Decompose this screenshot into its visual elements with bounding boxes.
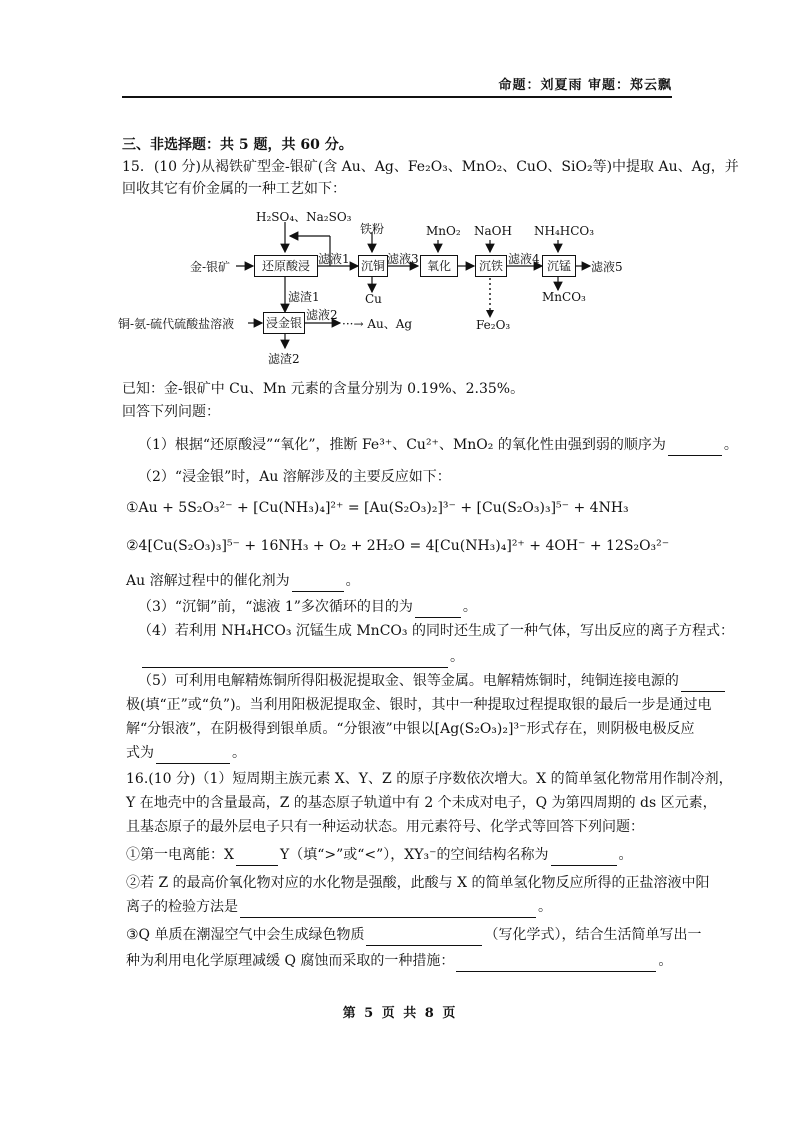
- process-flow-diagram: [118, 200, 650, 370]
- equation-1: ①Au + 5S₂O₃²⁻ + [Cu(NH₃)₄]²⁺ = [Au(S₂O₃)₂]³⁻ + [Cu(S₂O₃)₃]⁵⁻ + 4NH₃: [126, 500, 629, 516]
- label-filtrate5: 滤液5: [591, 260, 623, 274]
- q15-part5-line1-text: （5）可利用电解精炼铜所得阳极泥提取金、银等金属。电解精炼铜时，纯铜连接电源的: [138, 673, 679, 689]
- q15-part1-end: 。: [723, 437, 738, 453]
- answer-blank-16-1b[interactable]: [551, 849, 617, 866]
- answer-blank-16-1a[interactable]: [236, 849, 278, 866]
- q15-part1: [138, 434, 738, 456]
- q15-part5-line2: 极(填“正”或“负”)。当利用阳极泥提取金、银时，其中一种提取过程提取银的最后一步是通过电: [126, 697, 712, 713]
- q15-part5-line4: [126, 742, 246, 764]
- q15-catalyst: [126, 570, 360, 592]
- label-filtrate4: 滤液4: [508, 252, 540, 266]
- answer-blank-5a[interactable]: [681, 675, 725, 692]
- answer-blank-16-2[interactable]: [240, 901, 536, 918]
- q16-line2: Y 在地壳中的含量最高，Z 的基态原子轨道中有 2 个未成对电子，Q 为第四周期的 ds 区元素，: [126, 795, 717, 811]
- step-gold-silver-leach: 浸金银: [263, 312, 305, 334]
- q16-sub1-a: ①第一电离能：X: [126, 847, 234, 863]
- step-manganese-precipitation: 沉锰: [542, 255, 576, 277]
- label-cu: Cu: [365, 292, 382, 306]
- q15-part5-line1: [138, 670, 727, 692]
- q15-part4-end: 。: [450, 649, 464, 665]
- label-naoh: NaOH: [474, 224, 512, 238]
- q16-sub3-line2-text: 种为利用电化学原理减缓 Q 腐蚀而采取的一种措施：: [126, 953, 455, 969]
- q15-part2: （2）“浸金银”时，Au 溶解涉及的主要反应如下：: [138, 469, 451, 485]
- q15-part5-line3: 解“分银液”，在阴极得到银单质。“分银液”中银以[Ag(S₂O₃)₂]³⁻形式存在，则阴极电极反应: [126, 721, 695, 737]
- answer-blank-4[interactable]: [142, 651, 448, 668]
- step-iron-precipitation: 沉铁: [475, 255, 507, 277]
- q15-part3-text: （3）“沉铜”前，“滤液 1”多次循环的目的为: [138, 599, 413, 615]
- answer-blank-1[interactable]: [668, 439, 722, 456]
- page-footer: 第 5 页 共 8 页: [342, 1006, 458, 1021]
- label-leach-solution: 铜-氨-硫代硫酸盐溶液: [118, 317, 235, 331]
- label-filtrate3: 滤液3: [387, 252, 419, 266]
- q16-sub1-b: Y（填“>”或“<”），XY₃⁻的空间结构名称为: [279, 847, 549, 863]
- label-nh4hco3: NH₄HCO₃: [534, 224, 595, 238]
- q16-sub2-line1: ②若 Z 的最高价氧化物对应的水化物是强酸，此酸与 X 的简单氢化物反应所得的正盐溶液中阳: [126, 875, 710, 891]
- q15-part5-end: 。: [232, 745, 246, 761]
- label-residue1: 滤渣1: [288, 290, 320, 304]
- q16-sub2-line2-text: 离子的检验方法是: [126, 899, 238, 915]
- header-credits: 命题：刘夏雨 审题：郑云飘: [498, 78, 672, 93]
- label-ore: 金-银矿: [190, 260, 231, 274]
- answer-blank-16-3b[interactable]: [456, 955, 656, 972]
- step-copper-precipitation: 沉铜: [358, 255, 388, 277]
- q15-part4-answer: [140, 646, 464, 668]
- label-products: ···→ Au、Ag: [342, 317, 413, 331]
- equation-2: ②4[Cu(S₂O₃)₃]⁵⁻ + 16NH₃ + O₂ + 2H₂O = 4[Cu(NH₃)₄]²⁺ + 4OH⁻ + 12S₂O₃²⁻: [126, 538, 670, 554]
- answer-blank-3[interactable]: [415, 601, 461, 618]
- q15-intro-line1: 15．(10 分)从褐铁矿型金-银矿(含 Au、Ag、Fe₂O₃、MnO₂、CuO、SiO₂等)中提取 Au、Ag，并: [122, 159, 739, 175]
- q16-sub3-end: 。: [658, 953, 673, 969]
- section-title: 三、非选择题：共 5 题，共 60 分。: [122, 137, 353, 153]
- q16-sub3-line2: [126, 950, 672, 972]
- q15-intro-line2: 回收其它有价金属的一种工艺如下：: [122, 181, 346, 197]
- answer-blank-16-3a[interactable]: [366, 929, 482, 946]
- q16-line1: 16.(10 分)（1）短周期主族元素 X、Y、Z 的原子序数依次增大。X 的简单氢化物常用作制冷剂，: [126, 771, 733, 787]
- label-mnco3: MnCO₃: [542, 290, 586, 304]
- q16-sub3-line1: [126, 924, 701, 946]
- q16-sub1-end: 。: [618, 847, 633, 863]
- q15-part4: （4）若利用 NH₄HCO₃ 沉锰生成 MnCO₃ 的同时还生成了一种气体，写出反应的离子方程式：: [138, 623, 734, 639]
- page-header: [122, 72, 672, 98]
- label-mno2: MnO₂: [426, 224, 461, 238]
- q15-part1-text: （1）根据“还原酸浸”“氧化”，推断 Fe³⁺、Cu²⁺、MnO₂ 的氧化性由强到弱的顺序为: [138, 437, 666, 453]
- q15-catalyst-text: Au 溶解过程中的催化剂为: [126, 573, 290, 589]
- step-reductive-acid-leach: 还原酸浸: [254, 255, 318, 277]
- label-iron-powder: 铁粉: [360, 222, 385, 236]
- label-residue2: 滤渣2: [268, 352, 300, 366]
- answer-blank-catalyst[interactable]: [292, 575, 344, 592]
- label-filtrate2: 滤液2: [306, 308, 338, 322]
- q15-part3-end: 。: [462, 599, 477, 615]
- answer-blank-5b[interactable]: [156, 747, 230, 764]
- q15-answer-prompt: 回答下列问题：: [122, 404, 220, 420]
- q15-known: 已知：金-银矿中 Cu、Mn 元素的含量分别为 0.19%、2.35%。: [122, 381, 525, 397]
- q16-sub3-b: （写化学式），结合生活简单写出一: [484, 927, 702, 943]
- q16-sub1: [126, 844, 633, 866]
- q15-part3: [138, 596, 477, 618]
- q16-sub2-line2: [126, 896, 552, 918]
- q16-sub2-end: 。: [538, 899, 552, 915]
- q16-line3: 且基态原子的最外层电子只有一种运动状态。用元素符号、化学式等回答下列问题：: [126, 819, 644, 835]
- label-fe2o3: Fe₂O₃: [476, 318, 511, 332]
- label-reagent-top: H₂SO₄、Na₂SO₃: [256, 210, 352, 224]
- label-filtrate1-right: 滤液1: [318, 252, 350, 266]
- q15-part5-line4-text: 式为: [126, 745, 154, 761]
- step-oxidation: 氧化: [420, 255, 458, 277]
- q16-sub3-a: ③Q 单质在潮湿空气中会生成绿色物质: [126, 927, 365, 943]
- q15-catalyst-end: 。: [345, 573, 360, 589]
